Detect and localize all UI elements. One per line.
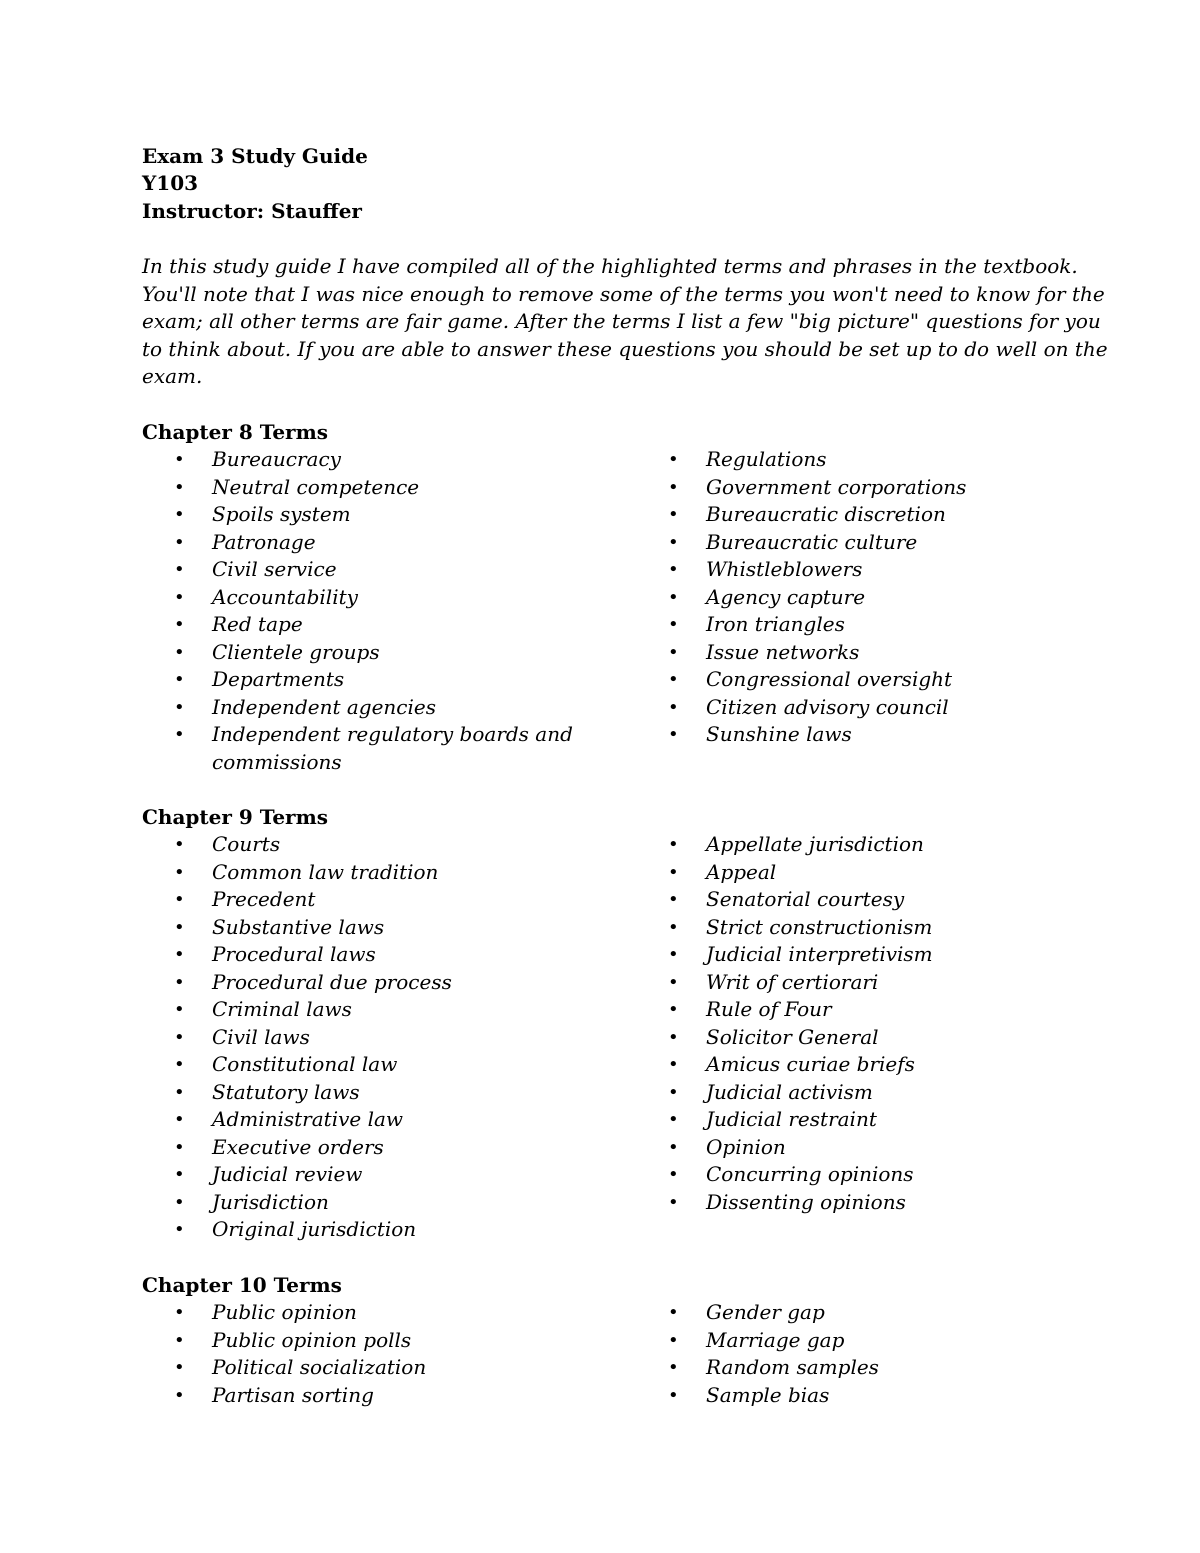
term-text: Sunshine laws — [706, 722, 852, 746]
term-item — [636, 914, 1096, 942]
intro-line: You'll note that I was nice enough to remove some of the terms you won't need to know for the — [142, 281, 1105, 306]
bullet-icon: • — [174, 724, 185, 745]
term-item — [636, 941, 1096, 969]
term-text: Judicial interpretivism — [706, 942, 933, 966]
right-term-list — [636, 1299, 1096, 1409]
term-item — [636, 611, 1096, 639]
term-text: Criminal laws — [212, 997, 352, 1021]
bullet-icon: • — [668, 696, 679, 718]
bullet-icon: • — [668, 1302, 679, 1323]
bullet-icon: • — [174, 531, 185, 553]
bullet-icon: • — [668, 999, 679, 1020]
bullet-icon: • — [174, 834, 185, 855]
bullet-icon: • — [174, 889, 185, 910]
bullet-icon: • — [668, 1384, 679, 1406]
bullet-icon: • — [668, 834, 679, 855]
term-text: Public opinion polls — [212, 1327, 412, 1352]
term-text: Jurisdiction — [212, 1189, 329, 1214]
term-text: Rule of Four — [706, 997, 832, 1021]
term-text: Appeal — [706, 859, 777, 884]
term-text: Original jurisdiction — [212, 1217, 417, 1241]
term-item — [636, 584, 1096, 612]
term-item — [142, 529, 582, 557]
bullet-icon: • — [174, 1081, 185, 1103]
term-text: Judicial restraint — [706, 1107, 877, 1131]
term-text: Government corporations — [706, 474, 967, 499]
term-item — [142, 1051, 582, 1079]
term-text: Iron triangles — [706, 612, 845, 636]
term-item — [142, 1079, 582, 1107]
term-text: Bureaucratic culture — [706, 529, 918, 554]
term-item — [636, 529, 1096, 557]
term-text: Spoils system — [212, 502, 351, 526]
bullet-icon: • — [174, 971, 185, 993]
term-item — [636, 666, 1096, 694]
right-term-list — [636, 831, 1096, 1216]
term-item — [142, 1161, 582, 1189]
term-item — [142, 1189, 582, 1217]
bullet-icon: • — [174, 614, 185, 635]
bullet-icon: • — [668, 669, 679, 690]
bullet-icon: • — [668, 1054, 679, 1075]
term-text: Bureaucratic discretion — [706, 502, 946, 526]
term-text: Citizen advisory council — [706, 694, 949, 719]
instructor-name: Instructor: Stauffer — [142, 199, 362, 223]
term-text: Partisan sorting — [212, 1382, 374, 1407]
term-item — [142, 639, 582, 667]
term-item — [142, 474, 582, 502]
bullet-icon: • — [174, 504, 185, 525]
term-text: Senatorial courtesy — [706, 887, 905, 911]
bullet-icon: • — [174, 669, 185, 690]
bullet-icon: • — [174, 1302, 185, 1323]
term-item — [142, 721, 582, 776]
intro-line: exam; all other terms are fair game. After the terms I list a few "big picture" questions for you — [142, 309, 1101, 334]
term-item — [142, 941, 582, 969]
term-item — [636, 694, 1096, 722]
term-text: Solicitor General — [706, 1024, 879, 1049]
bullet-icon: • — [668, 586, 679, 608]
term-text: Executive orders — [212, 1134, 384, 1159]
term-text: Clientele groups — [212, 639, 380, 664]
term-text: Red tape — [212, 612, 303, 636]
bullet-icon: • — [668, 1357, 679, 1378]
term-item — [636, 1327, 1096, 1355]
term-item — [142, 501, 582, 529]
bullet-icon: • — [668, 504, 679, 525]
bullet-icon: • — [174, 586, 185, 608]
term-item — [636, 1382, 1096, 1410]
intro-line: In this study guide I have compiled all of the highlighted terms and phrases in the textbook. — [142, 254, 1078, 278]
bullet-icon: • — [668, 1136, 679, 1158]
term-item — [636, 1299, 1096, 1327]
term-text: Independent agencies — [212, 694, 436, 719]
term-text: Statutory laws — [212, 1079, 360, 1104]
term-text: Precedent — [212, 887, 316, 911]
term-item — [142, 1299, 582, 1327]
section-heading: Chapter 9 Terms — [142, 805, 329, 829]
term-item — [142, 1382, 582, 1410]
bullet-icon: • — [668, 889, 679, 910]
term-item — [142, 1327, 582, 1355]
course-code: Y103 — [142, 171, 199, 195]
term-text: Judicial review — [212, 1162, 363, 1186]
bullet-icon: • — [668, 1191, 679, 1213]
bullet-icon: • — [668, 449, 679, 470]
term-text: Civil laws — [212, 1024, 310, 1049]
term-item — [142, 446, 582, 474]
term-text: Sample bias — [706, 1382, 830, 1407]
term-text: Issue networks — [706, 639, 860, 664]
left-term-list — [142, 1299, 582, 1409]
left-term-list — [142, 446, 582, 776]
term-text: Substantive laws — [212, 914, 385, 939]
term-item — [636, 831, 1096, 859]
term-item — [142, 1106, 582, 1134]
term-item — [636, 1024, 1096, 1052]
term-text: Judicial activism — [706, 1079, 873, 1104]
bullet-icon: • — [668, 641, 679, 663]
chapter-9-section — [142, 803, 1102, 1241]
chapter-8-section — [142, 418, 1102, 774]
bullet-icon: • — [174, 1136, 185, 1158]
term-item — [636, 1079, 1096, 1107]
term-text: Procedural due process — [212, 969, 452, 994]
term-item — [142, 859, 582, 887]
term-text: Common law tradition — [212, 859, 439, 884]
term-item — [142, 666, 582, 694]
term-item — [142, 1134, 582, 1162]
term-text: Political socialization — [212, 1355, 427, 1379]
bullet-icon: • — [668, 476, 679, 498]
bullet-icon: • — [174, 1219, 185, 1240]
term-item — [142, 584, 582, 612]
term-item — [636, 639, 1096, 667]
bullet-icon: • — [668, 916, 679, 938]
bullet-icon: • — [668, 614, 679, 635]
term-text: Public opinion — [212, 1300, 357, 1324]
term-item — [142, 1354, 582, 1382]
term-item — [636, 474, 1096, 502]
bullet-icon: • — [668, 531, 679, 553]
term-item — [142, 611, 582, 639]
bullet-icon: • — [174, 1191, 185, 1213]
term-item — [636, 446, 1096, 474]
term-text: Marriage gap — [706, 1327, 845, 1352]
term-item — [636, 1134, 1096, 1162]
term-text: Concurring opinions — [706, 1162, 914, 1186]
bullet-icon: • — [668, 1329, 679, 1351]
term-item — [636, 1051, 1096, 1079]
term-item — [142, 694, 582, 722]
term-item — [636, 1106, 1096, 1134]
term-item — [142, 969, 582, 997]
bullet-icon: • — [668, 724, 679, 745]
term-item — [636, 859, 1096, 887]
bullet-icon: • — [174, 449, 185, 470]
term-item — [636, 969, 1096, 997]
term-text: Writ of certiorari — [706, 969, 879, 994]
bullet-icon: • — [668, 1081, 679, 1103]
term-item — [636, 886, 1096, 914]
bullet-icon: • — [668, 559, 679, 580]
term-text: Congressional oversight — [706, 667, 953, 691]
bullet-icon: • — [174, 559, 185, 580]
term-text: Patronage — [212, 529, 316, 554]
term-text: Departments — [212, 667, 345, 691]
term-text: Random samples — [706, 1355, 879, 1379]
bullet-icon: • — [668, 1026, 679, 1048]
term-item — [636, 1189, 1096, 1217]
term-text: Civil service — [212, 557, 337, 581]
bullet-icon: • — [174, 861, 185, 883]
term-text: Appellate jurisdiction — [706, 832, 924, 856]
bullet-icon: • — [174, 1329, 185, 1351]
intro-paragraph — [142, 253, 1108, 391]
bullet-icon: • — [174, 1384, 185, 1406]
term-text: Bureaucracy — [212, 447, 341, 471]
bullet-icon: • — [174, 696, 185, 718]
term-text: Constitutional law — [212, 1052, 398, 1076]
left-term-list — [142, 831, 582, 1244]
bullet-icon: • — [174, 944, 185, 965]
term-text: Procedural laws — [212, 942, 376, 966]
term-text: Regulations — [706, 447, 827, 471]
bullet-icon: • — [174, 1026, 185, 1048]
term-item — [636, 556, 1096, 584]
term-text: Opinion — [706, 1134, 786, 1159]
bullet-icon: • — [174, 1357, 185, 1378]
term-text: Gender gap — [706, 1300, 825, 1324]
term-text: Agency capture — [706, 584, 866, 609]
term-item — [142, 996, 582, 1024]
bullet-icon: • — [174, 641, 185, 663]
term-text: Neutral competence — [212, 474, 420, 499]
bullet-icon: • — [174, 1164, 185, 1185]
term-item — [142, 914, 582, 942]
bullet-icon: • — [174, 476, 185, 498]
bullet-icon: • — [174, 916, 185, 938]
section-heading: Chapter 10 Terms — [142, 1273, 342, 1297]
term-item — [636, 1354, 1096, 1382]
section-heading: Chapter 8 Terms — [142, 420, 329, 444]
bullet-icon: • — [174, 1054, 185, 1075]
bullet-icon: • — [668, 861, 679, 883]
term-item — [636, 996, 1096, 1024]
bullet-icon: • — [174, 999, 185, 1020]
term-text: Administrative law — [212, 1107, 404, 1131]
term-text: Accountability — [212, 584, 358, 609]
term-item — [142, 831, 582, 859]
term-text: Independent regulatory boards and commissions — [212, 722, 573, 774]
chapter-10-section — [142, 1271, 1102, 1407]
document-title: Exam 3 Study Guide — [142, 144, 368, 168]
term-item — [142, 556, 582, 584]
bullet-icon: • — [668, 1109, 679, 1130]
term-item — [142, 886, 582, 914]
term-text: Courts — [212, 832, 281, 856]
bullet-icon: • — [668, 971, 679, 993]
term-text: Dissenting opinions — [706, 1189, 906, 1214]
bullet-icon: • — [174, 1109, 185, 1130]
bullet-icon: • — [668, 1164, 679, 1185]
right-term-list — [636, 446, 1096, 749]
term-item — [142, 1024, 582, 1052]
term-text: Amicus curiae briefs — [706, 1052, 915, 1076]
intro-line: exam. — [142, 364, 203, 389]
term-text: Strict constructionism — [706, 914, 933, 939]
intro-line: to think about. If you are able to answer these questions you should be set up to do well on the — [142, 336, 1108, 361]
bullet-icon: • — [668, 944, 679, 965]
term-item — [636, 721, 1096, 749]
term-item — [142, 1216, 582, 1244]
term-text: Whistleblowers — [706, 557, 863, 581]
term-item — [636, 1161, 1096, 1189]
term-item — [636, 501, 1096, 529]
